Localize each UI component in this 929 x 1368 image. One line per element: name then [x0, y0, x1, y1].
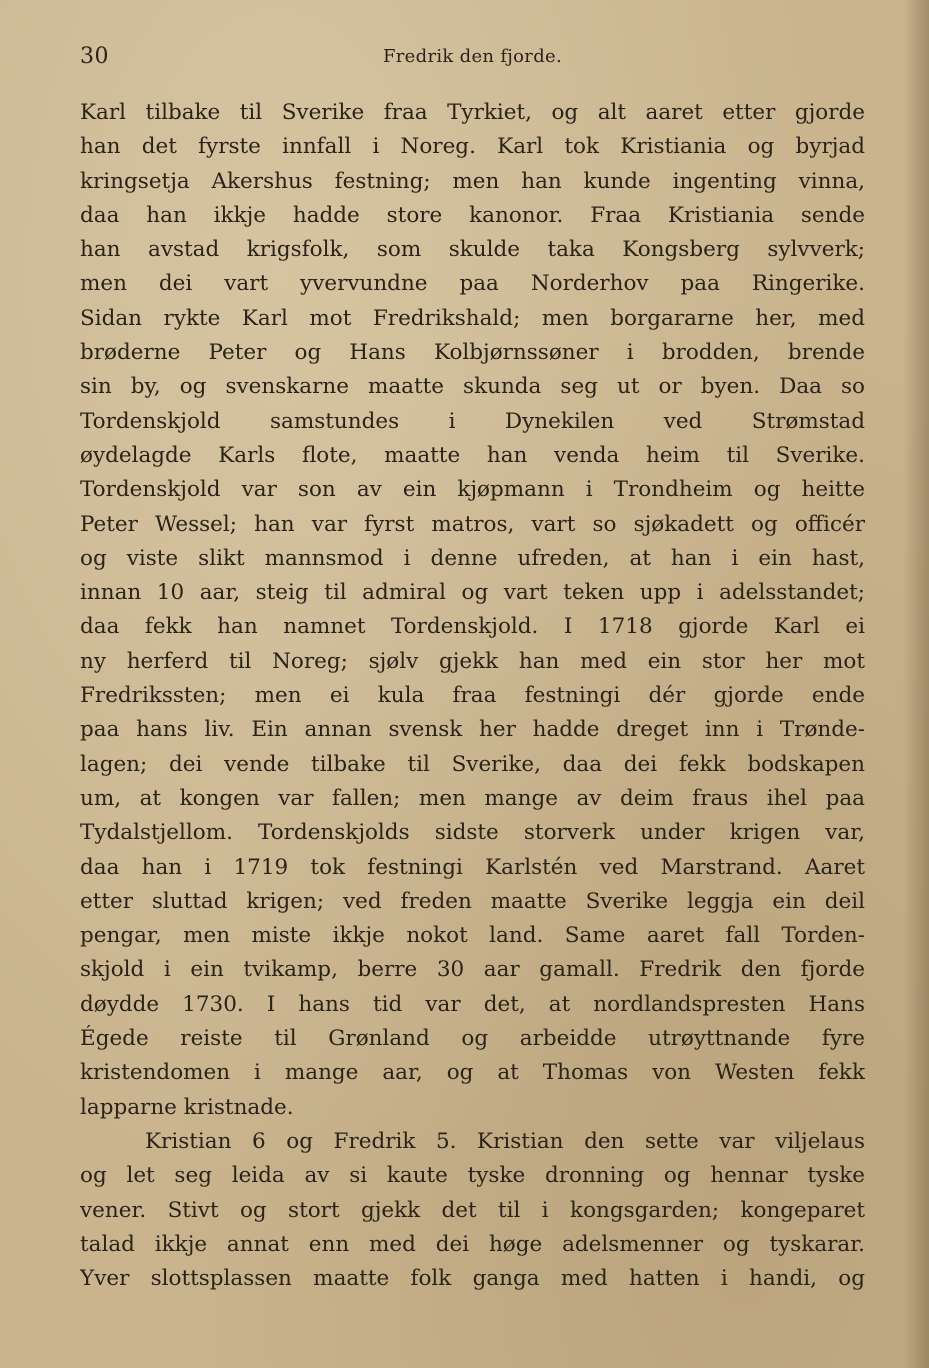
text-line: pengar, men miste ikkje nokot land. Same aaret fall Torden-	[80, 923, 865, 949]
text-line: Fredrikssten; men ei kula fraa festningi dér gjorde ende	[80, 683, 865, 709]
text-line: men dei vart yvervundne paa Norderhov paa Ringerike.	[80, 271, 865, 297]
text-line: Tordenskjold samstundes i Dynekilen ved Strømstad	[80, 408, 865, 434]
text-line: Yver slottsplassen maatte folk ganga med hatten i handi, og	[80, 1266, 865, 1292]
text-line: Égede reiste til Grønland og arbeidde utrøyttnande fyre	[80, 1026, 865, 1052]
text-line: kringsetja Akershus festning; men han kunde ingenting vinna,	[80, 168, 865, 194]
text-line: paa hans liv. Ein annan svensk her hadde dreget inn i Trønde-	[80, 717, 865, 743]
running-title: Fredrik den fjorde.	[382, 46, 563, 67]
text-line: etter sluttad krigen; ved freden maatte Sverike leggja ein deil	[80, 888, 865, 914]
text-line: skjold i ein tvikamp, berre 30 aar gamall. Fredrik den fjorde	[80, 957, 865, 983]
text-line: sin by, og svenskarne maatte skunda seg ut or byen. Daa so	[80, 374, 865, 400]
text-line: Tydalstjellom. Tordenskjolds sidste storverk under krigen var,	[80, 820, 865, 846]
text-line: lagen; dei vende tilbake til Sverike, daa dei fekk bodskapen	[80, 751, 865, 777]
text-line: daa han i 1719 tok festningi Karlstén ved Marstrand. Aaret	[80, 854, 865, 880]
text-line: Peter Wessel; han var fyrst matros, vart so sjøkadett og officér	[80, 511, 865, 537]
text-line: og viste slikt mannsmod i denne ufreden, at han i ein hast,	[80, 545, 865, 571]
text-line: daa han ikkje hadde store kanonor. Fraa Kristiania sende	[80, 202, 865, 228]
text-line: døydde 1730. I hans tid var det, at nordlandspresten Hans	[80, 991, 865, 1017]
body-text	[80, 96, 865, 1296]
page-header	[80, 44, 865, 74]
page-number: 30	[80, 44, 109, 69]
section-start-line: Kristian 6 og Fredrik 5. Kristian den sette var viljelaus	[145, 1128, 865, 1154]
text-line: daa fekk han namnet Tordenskjold. I 1718 gjorde Karl ei	[80, 614, 865, 640]
text-line: vener. Stivt og stort gjekk det til i kongsgarden; kongeparet	[80, 1197, 865, 1223]
text-line: han det fyrste innfall i Noreg. Karl tok Kristiania og byrjad	[80, 134, 865, 160]
text-line: han avstad krigsfolk, som skulde taka Kongsberg sylvverk;	[80, 237, 865, 263]
text-line: brøderne Peter og Hans Kolbjørnssøner i brodden, brende	[80, 340, 865, 366]
text-line: og let seg leida av si kaute tyske dronning og hennar tyske	[80, 1163, 865, 1189]
text-line: lapparne kristnade.	[80, 1094, 294, 1120]
text-line: øydelagde Karls flote, maatte han venda heim til Sverike.	[80, 442, 865, 468]
text-line: talad ikkje annat enn med dei høge adelsmenner og tyskarar.	[80, 1231, 865, 1257]
text-line: Karl tilbake til Sverike fraa Tyrkiet, og alt aaret etter gjorde	[80, 100, 865, 125]
text-line: ny herferd til Noreg; sjølv gjekk han med ein stor her mot	[80, 648, 865, 674]
text-line: Tordenskjold var son av ein kjøpmann i Trondheim og heitte	[80, 477, 865, 503]
page-edge-shadow	[903, 0, 929, 1368]
text-line: innan 10 aar, steig til admiral og vart teken upp i adelsstandet;	[80, 580, 865, 606]
text-line: um, at kongen var fallen; men mange av deim fraus ihel paa	[80, 785, 865, 811]
text-line: Sidan rykte Karl mot Fredrikshald; men borgararne her, med	[80, 305, 865, 331]
text-line: kristendomen i mange aar, og at Thomas von Westen fekk	[80, 1060, 865, 1086]
